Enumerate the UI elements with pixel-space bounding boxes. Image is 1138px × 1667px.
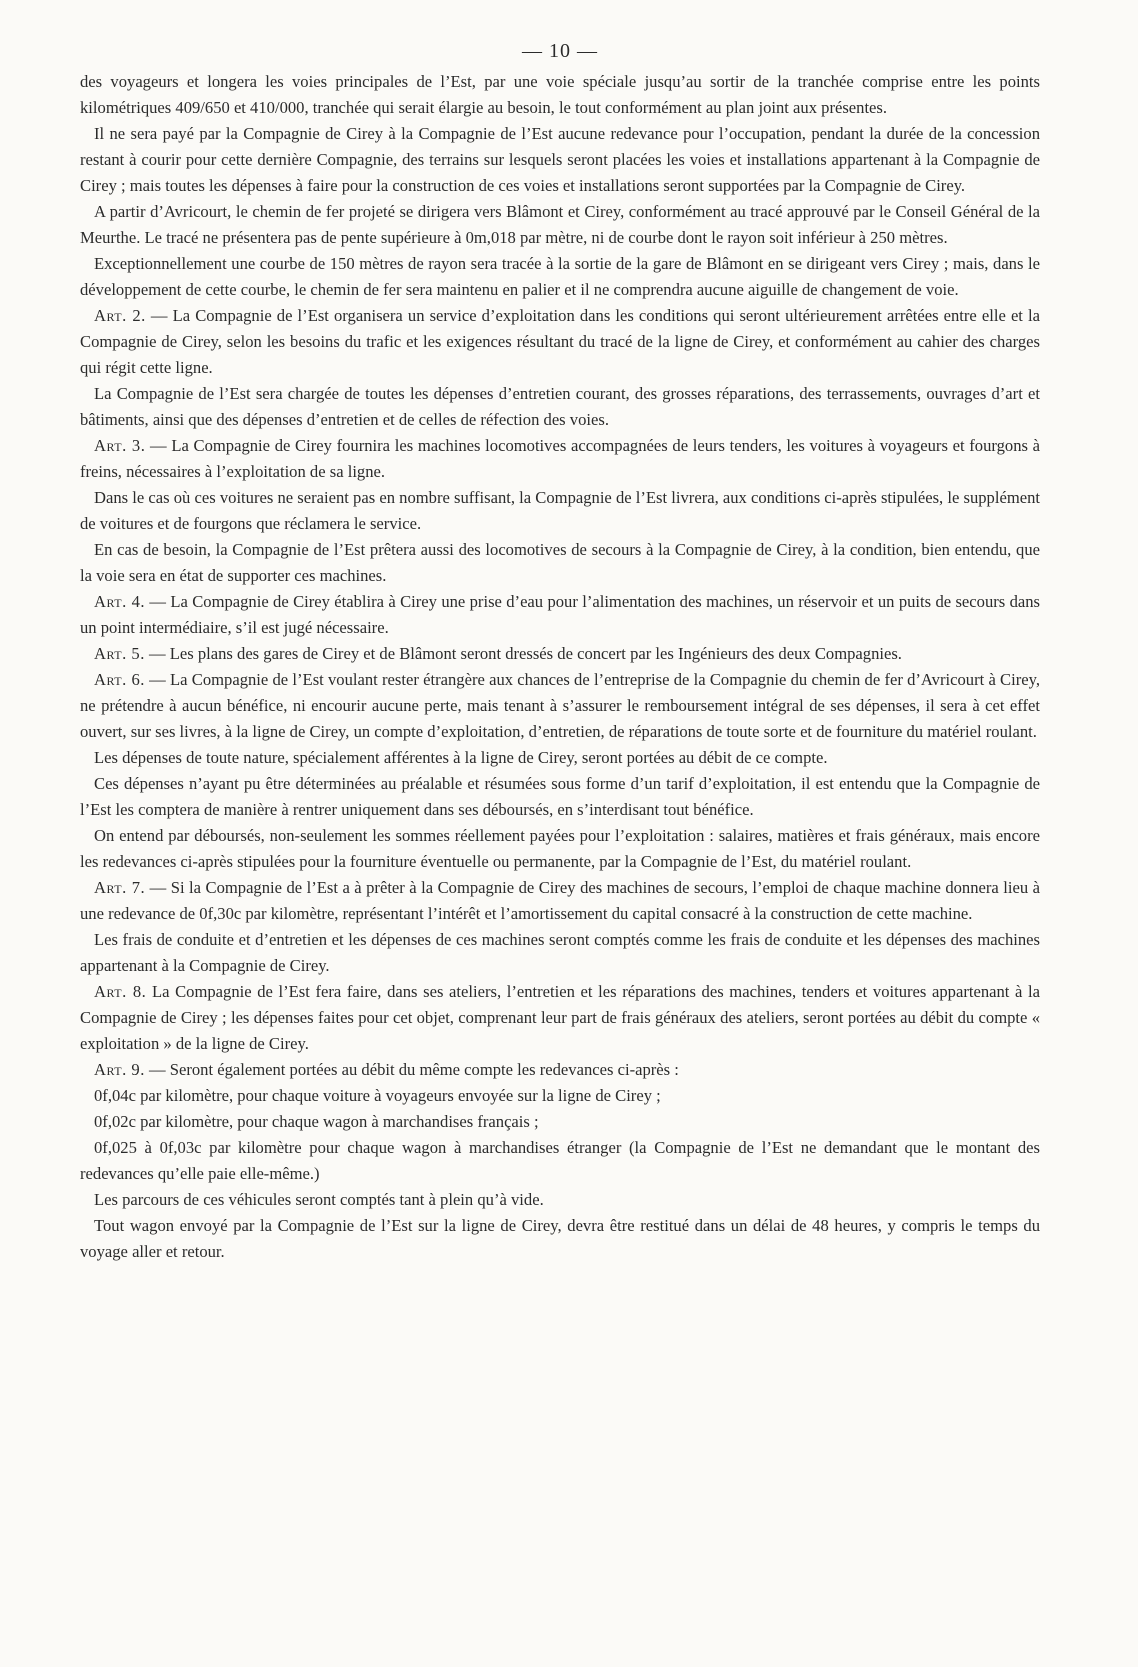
- paragraph-text: — Seront également portées au débit du même compte les redevances ci-après :: [144, 1060, 679, 1079]
- paragraph: [80, 1187, 1040, 1213]
- paragraph: [80, 1109, 1040, 1135]
- paragraph-text: Exceptionnellement une courbe de 150 mètres de rayon sera tracée à la sortie de la gare de Blâmont en se dirigeant vers Cirey ; mais, dans le développement de cette courbe, le chemin de fer sera maintenu en palier et il ne comprendra aucune aiguille de changement de voie.: [80, 254, 1040, 299]
- paragraph: [80, 1135, 1040, 1187]
- article-number: Art. 2.: [94, 306, 146, 325]
- paragraph: [80, 667, 1040, 745]
- paragraph: [80, 1083, 1040, 1109]
- paragraph-text: 0f,025 à 0f,03c par kilomètre pour chaque wagon à marchandises étranger (la Compagnie de l’Est ne demandant que le montant des redevances qu’elle paie elle-même.): [80, 1138, 1040, 1183]
- paragraph: [80, 303, 1040, 381]
- paragraph: [80, 589, 1040, 641]
- paragraph-text: Il ne sera payé par la Compagnie de Cirey à la Compagnie de l’Est aucune redevance pour l’occupation, pendant la durée de la concession restant à courir pour cette dernière Compagnie, des terrains sur lesquels seront placées les voies et installations appartenant à la Compagnie de Cirey ; mais toutes les dépenses à faire pour la construction de ces voies et installations seront supportées par la Compagnie de Cirey.: [80, 124, 1040, 195]
- paragraph: [80, 69, 1040, 121]
- article-number: Art. 8.: [94, 982, 147, 1001]
- paragraph-text: Les parcours de ces véhicules seront comptés tant à plein qu’à vide.: [94, 1190, 544, 1209]
- paragraph: [80, 823, 1040, 875]
- paragraph-text: Dans le cas où ces voitures ne seraient pas en nombre suffisant, la Compagnie de l’Est livrera, aux conditions ci-après stipulées, le supplément de voitures et de fourgons que réclamera le service.: [80, 488, 1040, 533]
- article-number: Art. 6.: [94, 670, 145, 689]
- paragraph-text: Les dépenses de toute nature, spécialement afférentes à la ligne de Cirey, seront portées au débit de ce compte.: [94, 748, 828, 767]
- paragraph-text: — Les plans des gares de Cirey et de Blâmont seront dressés de concert par les Ingénieurs des deux Compagnies.: [144, 644, 902, 663]
- page-number: — 10 —: [522, 40, 598, 62]
- paragraph-text: — La Compagnie de Cirey établira à Cirey une prise d’eau pour l’alimentation des machines, un réservoir et un puits de secours dans un point intermédiaire, s’il est jugé nécessaire.: [80, 592, 1040, 637]
- paragraph-text: En cas de besoin, la Compagnie de l’Est prêtera aussi des locomotives de secours à la Compagnie de Cirey, à la condition, bien entendu, que la voie sera en état de supporter ces machines.: [80, 540, 1040, 585]
- paragraph-text: — La Compagnie de Cirey fournira les machines locomotives accompagnées de leurs tenders, les voitures à voyageurs et fourgons à freins, nécessaires à l’exploitation de sa ligne.: [80, 436, 1040, 481]
- paragraph-text: 0f,02c par kilomètre, pour chaque wagon à marchandises français ;: [94, 1112, 539, 1131]
- paragraph-text: 0f,04c par kilomètre, pour chaque voiture à voyageurs envoyée sur la ligne de Cirey ;: [94, 1086, 661, 1105]
- article-number: Art. 3.: [94, 436, 146, 455]
- paragraph-text: Les frais de conduite et d’entretien et les dépenses de ces machines seront comptés comme les frais de conduite et les dépenses des machines appartenant à la Compagnie de Cirey.: [80, 930, 1040, 975]
- paragraph-text: Tout wagon envoyé par la Compagnie de l’Est sur la ligne de Cirey, devra être restitué dans un délai de 48 heures, y compris le temps du voyage aller et retour.: [80, 1216, 1040, 1261]
- paragraph: [80, 745, 1040, 771]
- paragraph: [80, 771, 1040, 823]
- paragraph-text: — Si la Compagnie de l’Est a à prêter à la Compagnie de Cirey des machines de secours, l’emploi de chaque machine donnera lieu à une redevance de 0f,30c par kilomètre, représentant l’intérêt et l’amortissement du capital consacré à la construction de cette machine.: [80, 878, 1040, 923]
- paragraph-text: La Compagnie de l’Est fera faire, dans ses ateliers, l’entretien et les réparations des machines, tenders et voitures appartenant à la Compagnie de Cirey ; les dépenses faites pour cet objet, comprenant leur part de frais généraux des ateliers, seront portées au débit du compte « exploitation » de la ligne de Cirey.: [80, 982, 1040, 1053]
- paragraph-text: — La Compagnie de l’Est voulant rester étrangère aux chances de l’entreprise de la Compagnie du chemin de fer d’Avricourt à Cirey, ne prétendre à aucun bénéfice, ni encourir aucune perte, mais tenant à s’assurer le remboursement intégral de ses dépenses, il sera à cet effet ouvert, sur ses livres, à la ligne de Cirey, un compte d’exploitation, d’entretien, de réparations de toute sorte et de fourniture du matériel roulant.: [80, 670, 1040, 741]
- paragraph: [80, 927, 1040, 979]
- paragraph: [80, 121, 1040, 199]
- paragraph: [80, 433, 1040, 485]
- article-number: Art. 9.: [94, 1060, 145, 1079]
- paragraph: [80, 537, 1040, 589]
- paragraph: [80, 875, 1040, 927]
- paragraph: [80, 251, 1040, 303]
- paragraph: [80, 979, 1040, 1057]
- paragraph-text: des voyageurs et longera les voies principales de l’Est, par une voie spéciale jusqu’au sortir de la tranchée comprise entre les points kilométriques 409/650 et 410/000, tranchée qui serait élargie au besoin, le tout conformément au plan joint aux présentes.: [80, 72, 1040, 117]
- body-text: [80, 69, 1040, 1265]
- paragraph-text: On entend par déboursés, non-seulement les sommes réellement payées pour l’exploitation : salaires, matières et frais généraux, mais encore les redevances ci-après stipulées pour la fourniture éventuelle ou permanente, par la Compagnie de l’Est, du matériel roulant.: [80, 826, 1040, 871]
- article-number: Art. 4.: [94, 592, 146, 611]
- article-number: Art. 5.: [94, 644, 145, 663]
- paragraph: [80, 381, 1040, 433]
- paragraph: [80, 199, 1040, 251]
- paragraph: [80, 485, 1040, 537]
- paragraph: [80, 641, 1040, 667]
- paragraph-text: A partir d’Avricourt, le chemin de fer projeté se dirigera vers Blâmont et Cirey, conformément au tracé approuvé par le Conseil Général de la Meurthe. Le tracé ne présentera pas de pente supérieure à 0m,018 par mètre, ni de courbe dont le rayon soit inférieur à 250 mètres.: [80, 202, 1040, 247]
- article-number: Art. 7.: [94, 878, 146, 897]
- paragraph: [80, 1057, 1040, 1083]
- paragraph-text: La Compagnie de l’Est sera chargée de toutes les dépenses d’entretien courant, des grosses réparations, des terrassements, ouvrages d’art et bâtiments, ainsi que des dépenses d’entretien et de celles de réfection des voies.: [80, 384, 1040, 429]
- paragraph-text: Ces dépenses n’ayant pu être déterminées au préalable et résumées sous forme d’un tarif d’exploitation, il est entendu que la Compagnie de l’Est les comptera de manière à rentrer uniquement dans ses déboursés, en s’interdisant tout bénéfice.: [80, 774, 1040, 819]
- paragraph: [80, 1213, 1040, 1265]
- paragraph-text: — La Compagnie de l’Est organisera un service d’exploitation dans les conditions qui seront ultérieurement arrêtées entre elle et la Compagnie de Cirey, selon les besoins du trafic et les exigences résultant du tracé de la ligne de Cirey, et conformément au cahier des charges qui régit cette ligne.: [80, 306, 1040, 377]
